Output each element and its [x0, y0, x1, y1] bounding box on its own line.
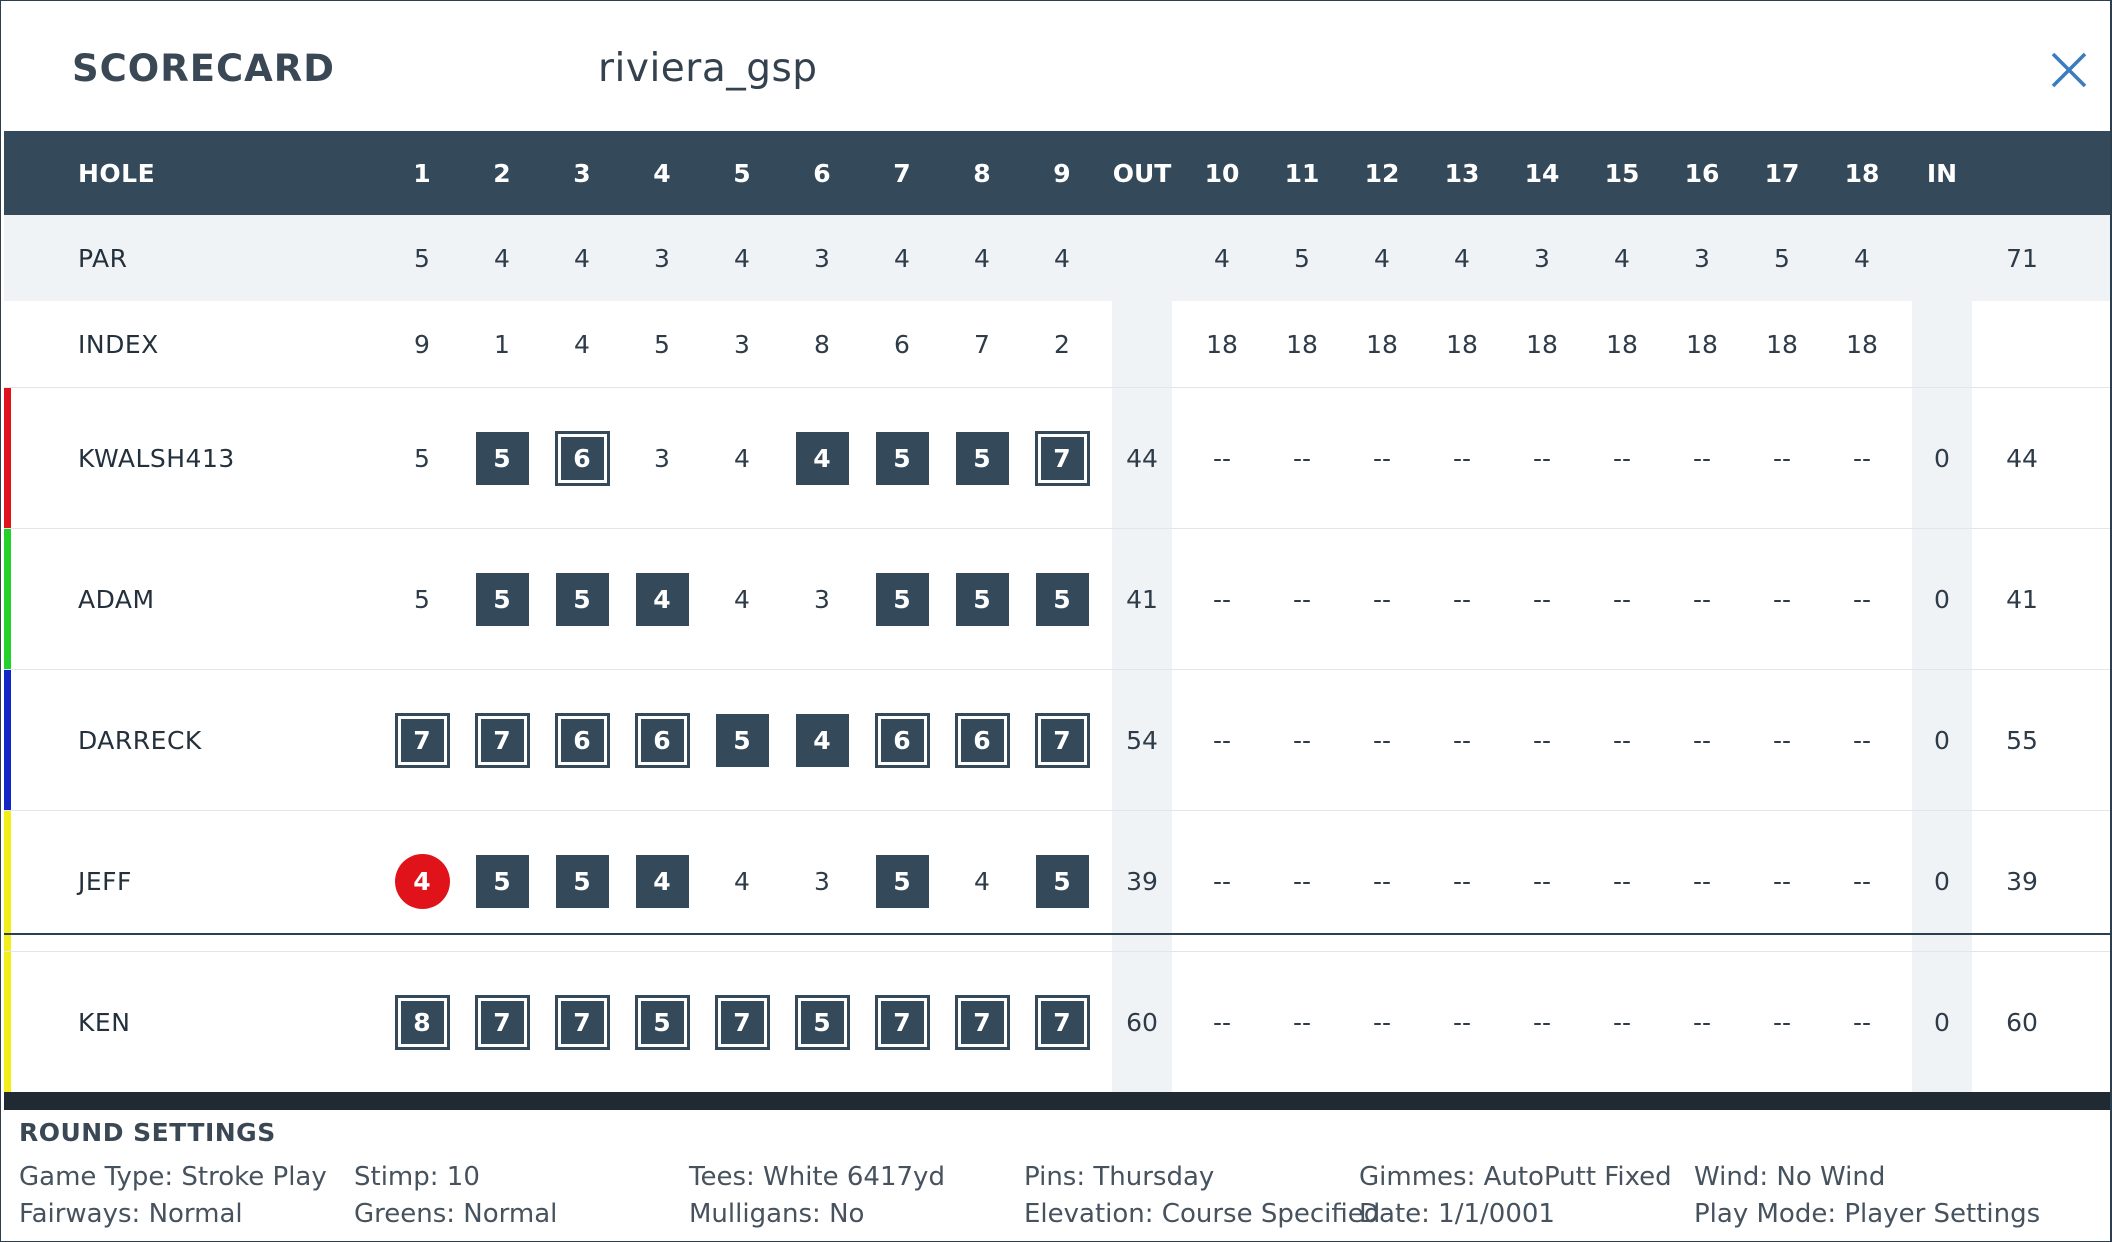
score-double-bogey-marker: 5: [796, 996, 849, 1049]
score-cell: [382, 952, 462, 1092]
score-cell: --: [1692, 1007, 1712, 1037]
score-cell: 0: [1934, 866, 1950, 896]
score-cell: [542, 811, 622, 951]
score-cell: 4: [734, 584, 750, 614]
score-double-bogey-marker: 7: [476, 996, 529, 1049]
score-double-bogey-marker: 7: [1036, 996, 1089, 1049]
score-cell: --: [1612, 866, 1632, 896]
score-bogey-marker: 5: [1036, 855, 1089, 908]
score-cell: 60: [2006, 1007, 2038, 1037]
score-cell: --: [1772, 443, 1792, 473]
score-double-bogey-marker: 7: [716, 996, 769, 1049]
score-cell: [1022, 952, 1102, 1092]
par-cell: 4: [1614, 243, 1630, 273]
setting-item: Wind: No Wind: [1694, 1162, 1886, 1192]
player-name: DARRECK: [78, 725, 202, 755]
index-cell: 18: [1366, 329, 1398, 359]
score-cell: --: [1532, 1007, 1552, 1037]
hole-number-header: 3: [573, 158, 591, 188]
par-cell: [1902, 215, 1982, 301]
score-cell: --: [1692, 725, 1712, 755]
score-cell: --: [1532, 443, 1552, 473]
setting-item: Play Mode: Player Settings: [1694, 1199, 2041, 1229]
settings-column: [689, 1159, 945, 1233]
score-cell: 5: [414, 584, 430, 614]
index-cell: 8: [814, 329, 830, 359]
score-cell: 41: [2006, 584, 2038, 614]
par-cell: 5: [1294, 243, 1310, 273]
par-cell: 71: [2006, 243, 2038, 273]
score-bogey-marker: 5: [556, 855, 609, 908]
index-label: INDEX: [78, 329, 159, 359]
score-cell: 3: [654, 443, 670, 473]
scorecard-table: [4, 131, 2110, 1092]
score-eagle-marker: 4: [395, 854, 450, 909]
score-cell: 3: [814, 584, 830, 614]
index-cell: 4: [574, 329, 590, 359]
score-cell: 0: [1934, 1007, 1950, 1037]
hole-number-header: 5: [733, 158, 751, 188]
index-cell: [1102, 301, 1182, 387]
hole-number-header: 18: [1844, 158, 1880, 188]
score-cell: --: [1372, 443, 1392, 473]
score-double-bogey-marker: 7: [956, 996, 1009, 1049]
score-cell: 44: [1126, 443, 1158, 473]
score-cell: --: [1852, 866, 1872, 896]
score-cell: --: [1212, 866, 1232, 896]
score-cell: [1022, 670, 1102, 810]
score-cell: 44: [2006, 443, 2038, 473]
par-cell: 3: [1534, 243, 1550, 273]
index-cell: 18: [1206, 329, 1238, 359]
hole-number-header: 17: [1764, 158, 1800, 188]
score-cell: [382, 811, 462, 951]
index-cell: 5: [654, 329, 670, 359]
par-cell: 4: [574, 243, 590, 273]
score-cell: [862, 529, 942, 669]
score-cell: 41: [1126, 584, 1158, 614]
index-cell: 7: [974, 329, 990, 359]
divider-bar: [4, 1092, 2110, 1110]
index-cell: 9: [414, 329, 430, 359]
hole-number-header: 10: [1204, 158, 1240, 188]
score-cell: --: [1452, 1007, 1472, 1037]
score-double-bogey-marker: 6: [556, 714, 609, 767]
score-double-bogey-marker: 6: [636, 714, 689, 767]
score-cell: --: [1612, 584, 1632, 614]
score-cell: --: [1612, 1007, 1632, 1037]
player-color-strip: [4, 388, 11, 528]
score-cell: [462, 952, 542, 1092]
score-cell: --: [1292, 725, 1312, 755]
hole-number-header: 12: [1364, 158, 1400, 188]
score-bogey-marker: 5: [556, 573, 609, 626]
setting-item: Date: 1/1/0001: [1359, 1199, 1555, 1229]
score-cell: [542, 952, 622, 1092]
score-cell: --: [1292, 1007, 1312, 1037]
player-name: JEFF: [78, 866, 132, 896]
score-cell: --: [1372, 584, 1392, 614]
score-bogey-marker: 5: [716, 714, 769, 767]
player-color-strip: [4, 670, 11, 810]
score-cell: [1022, 529, 1102, 669]
hole-number-header: 4: [653, 158, 671, 188]
score-cell: [782, 670, 862, 810]
settings-column: [1359, 1159, 1672, 1233]
score-cell: --: [1372, 1007, 1392, 1037]
index-cell: 18: [1446, 329, 1478, 359]
par-cell: 3: [1694, 243, 1710, 273]
index-cell: 2: [1054, 329, 1070, 359]
score-cell: [862, 952, 942, 1092]
score-cell: [462, 670, 542, 810]
index-cell: 18: [1686, 329, 1718, 359]
score-cell: --: [1212, 1007, 1232, 1037]
score-cell: [782, 388, 862, 528]
par-cell: 4: [494, 243, 510, 273]
score-double-bogey-marker: 6: [876, 714, 929, 767]
close-button[interactable]: [2044, 45, 2094, 95]
score-cell: 55: [2006, 725, 2038, 755]
score-cell: [702, 952, 782, 1092]
score-cell: 4: [734, 866, 750, 896]
index-cell: 18: [1286, 329, 1318, 359]
par-cell: 3: [814, 243, 830, 273]
par-label: PAR: [78, 243, 128, 273]
score-bogey-marker: 5: [476, 432, 529, 485]
score-cell: --: [1772, 866, 1792, 896]
index-cell: 1: [494, 329, 510, 359]
score-cell: [942, 952, 1022, 1092]
index-cell: 6: [894, 329, 910, 359]
score-double-bogey-marker: 7: [1036, 714, 1089, 767]
score-cell: 60: [1126, 1007, 1158, 1037]
player-row: [4, 528, 2110, 669]
score-double-bogey-marker: 7: [476, 714, 529, 767]
round-settings-title: ROUND SETTINGS: [19, 1118, 276, 1147]
score-cell: 4: [734, 443, 750, 473]
par-cell: 4: [1854, 243, 1870, 273]
par-cell: 4: [1454, 243, 1470, 273]
score-bogey-marker: 5: [876, 855, 929, 908]
score-cell: [542, 670, 622, 810]
par-cell: 4: [1054, 243, 1070, 273]
score-cell: 5: [414, 443, 430, 473]
score-cell: --: [1852, 584, 1872, 614]
score-double-bogey-marker: 6: [956, 714, 1009, 767]
score-cell: [942, 388, 1022, 528]
score-cell: [622, 670, 702, 810]
score-cell: 39: [2006, 866, 2038, 896]
hole-number-header: 13: [1444, 158, 1480, 188]
score-cell: --: [1612, 443, 1632, 473]
score-bogey-marker: 5: [476, 855, 529, 908]
index-cell: 3: [734, 329, 750, 359]
score-bogey-marker: 5: [956, 432, 1009, 485]
par-cell: 4: [1374, 243, 1390, 273]
score-cell: --: [1532, 866, 1552, 896]
score-double-bogey-marker: 7: [1036, 432, 1089, 485]
player-name: KWALSH413: [78, 443, 235, 473]
setting-item: Mulligans: No: [689, 1199, 865, 1229]
hole-number-header: 2: [493, 158, 511, 188]
player-color-strip: [4, 811, 11, 951]
player-name: KEN: [78, 1007, 131, 1037]
score-bogey-marker: 5: [476, 573, 529, 626]
index-row: [4, 301, 2110, 387]
score-double-bogey-marker: 7: [556, 996, 609, 1049]
score-cell: 0: [1934, 725, 1950, 755]
round-settings: [19, 1113, 2099, 1229]
score-cell: 39: [1126, 866, 1158, 896]
score-cell: --: [1772, 1007, 1792, 1037]
setting-item: Gimmes: AutoPutt Fixed: [1359, 1162, 1672, 1192]
par-cell: [1102, 215, 1182, 301]
hole-number-header: OUT: [1112, 158, 1172, 188]
score-cell: --: [1692, 866, 1712, 896]
score-cell: [942, 529, 1022, 669]
score-cell: --: [1212, 725, 1232, 755]
score-double-bogey-marker: 5: [636, 996, 689, 1049]
index-cell: 18: [1766, 329, 1798, 359]
course-name: riviera_gsp: [598, 46, 818, 91]
score-cell: [1022, 811, 1102, 951]
hole-number-header: 7: [893, 158, 911, 188]
par-row: [4, 215, 2110, 301]
score-cell: [462, 811, 542, 951]
score-cell: --: [1292, 584, 1312, 614]
score-double-bogey-marker: 7: [876, 996, 929, 1049]
score-cell: 54: [1126, 725, 1158, 755]
score-cell: [862, 811, 942, 951]
hole-number-header: 1: [413, 158, 431, 188]
score-cell: --: [1372, 725, 1392, 755]
score-cell: --: [1452, 725, 1472, 755]
score-cell: --: [1772, 584, 1792, 614]
player-row: [4, 810, 2110, 951]
score-cell: --: [1292, 866, 1312, 896]
score-bogey-marker: 4: [796, 714, 849, 767]
score-double-bogey-marker: 8: [396, 996, 449, 1049]
settings-column: [1024, 1159, 1380, 1233]
setting-item: Stimp: 10: [354, 1162, 480, 1192]
score-cell: [702, 670, 782, 810]
score-cell: --: [1852, 725, 1872, 755]
score-cell: --: [1692, 584, 1712, 614]
setting-item: Elevation: Course Specified: [1024, 1199, 1381, 1229]
settings-column: [19, 1159, 327, 1233]
par-cell: 4: [1214, 243, 1230, 273]
score-cell: [942, 670, 1022, 810]
score-cell: [782, 952, 862, 1092]
par-cell: 5: [414, 243, 430, 273]
setting-item: Tees: White 6417yd: [689, 1162, 945, 1192]
par-cell: 3: [654, 243, 670, 273]
index-cell: [1982, 301, 2062, 387]
divider: [4, 933, 2110, 935]
par-cell: 4: [894, 243, 910, 273]
par-cell: 4: [734, 243, 750, 273]
hole-number-header: 9: [1053, 158, 1071, 188]
index-cell: [1902, 301, 1982, 387]
score-bogey-marker: 5: [876, 573, 929, 626]
index-cell: 18: [1606, 329, 1638, 359]
hole-number-header: 16: [1684, 158, 1720, 188]
score-double-bogey-marker: 6: [556, 432, 609, 485]
player-row: [4, 669, 2110, 810]
score-bogey-marker: 4: [636, 573, 689, 626]
hole-number-header: 8: [973, 158, 991, 188]
score-cell: [862, 388, 942, 528]
score-bogey-marker: 5: [876, 432, 929, 485]
player-row: [4, 951, 2110, 1092]
score-cell: --: [1532, 725, 1552, 755]
score-cell: --: [1292, 443, 1312, 473]
setting-item: Greens: Normal: [354, 1199, 558, 1229]
score-cell: [382, 670, 462, 810]
header-row: [4, 131, 2110, 215]
score-cell: [462, 529, 542, 669]
close-icon: [2044, 45, 2094, 95]
setting-item: Game Type: Stroke Play: [19, 1162, 327, 1192]
score-bogey-marker: 4: [796, 432, 849, 485]
score-cell: --: [1212, 443, 1232, 473]
score-cell: 0: [1934, 443, 1950, 473]
score-bogey-marker: 4: [636, 855, 689, 908]
hole-number-header: 14: [1524, 158, 1560, 188]
hole-header-label: HOLE: [78, 158, 156, 188]
score-cell: [1022, 388, 1102, 528]
score-bogey-marker: 5: [1036, 573, 1089, 626]
score-cell: --: [1452, 866, 1472, 896]
setting-item: Pins: Thursday: [1024, 1162, 1215, 1192]
hole-number-header: 6: [813, 158, 831, 188]
hole-number-header: IN: [1926, 158, 1958, 188]
score-cell: --: [1852, 443, 1872, 473]
page-title: SCORECARD: [72, 47, 336, 90]
score-cell: --: [1212, 584, 1232, 614]
hole-number-header: 11: [1284, 158, 1320, 188]
player-row: [4, 387, 2110, 528]
score-cell: --: [1452, 443, 1472, 473]
score-cell: 3: [814, 866, 830, 896]
index-cell: 18: [1846, 329, 1878, 359]
score-cell: 4: [974, 866, 990, 896]
par-cell: 5: [1774, 243, 1790, 273]
score-cell: [862, 670, 942, 810]
score-cell: [542, 388, 622, 528]
score-cell: --: [1692, 443, 1712, 473]
index-cell: 18: [1526, 329, 1558, 359]
player-color-strip: [4, 529, 11, 669]
player-color-strip: [4, 952, 11, 1092]
score-cell: [622, 529, 702, 669]
score-bogey-marker: 5: [956, 573, 1009, 626]
score-cell: --: [1452, 584, 1472, 614]
par-cell: 4: [974, 243, 990, 273]
score-cell: --: [1372, 866, 1392, 896]
score-cell: [622, 811, 702, 951]
score-cell: --: [1612, 725, 1632, 755]
hole-number-header: 15: [1604, 158, 1640, 188]
player-name: ADAM: [78, 584, 155, 614]
score-cell: [462, 388, 542, 528]
score-double-bogey-marker: 7: [396, 714, 449, 767]
settings-column: [1694, 1159, 2040, 1233]
score-cell: --: [1852, 1007, 1872, 1037]
settings-column: [354, 1159, 557, 1233]
setting-item: Fairways: Normal: [19, 1199, 243, 1229]
score-cell: 0: [1934, 584, 1950, 614]
score-cell: [542, 529, 622, 669]
score-cell: --: [1532, 584, 1552, 614]
hole-number-header: [1982, 131, 2062, 215]
score-cell: --: [1772, 725, 1792, 755]
score-cell: [622, 952, 702, 1092]
